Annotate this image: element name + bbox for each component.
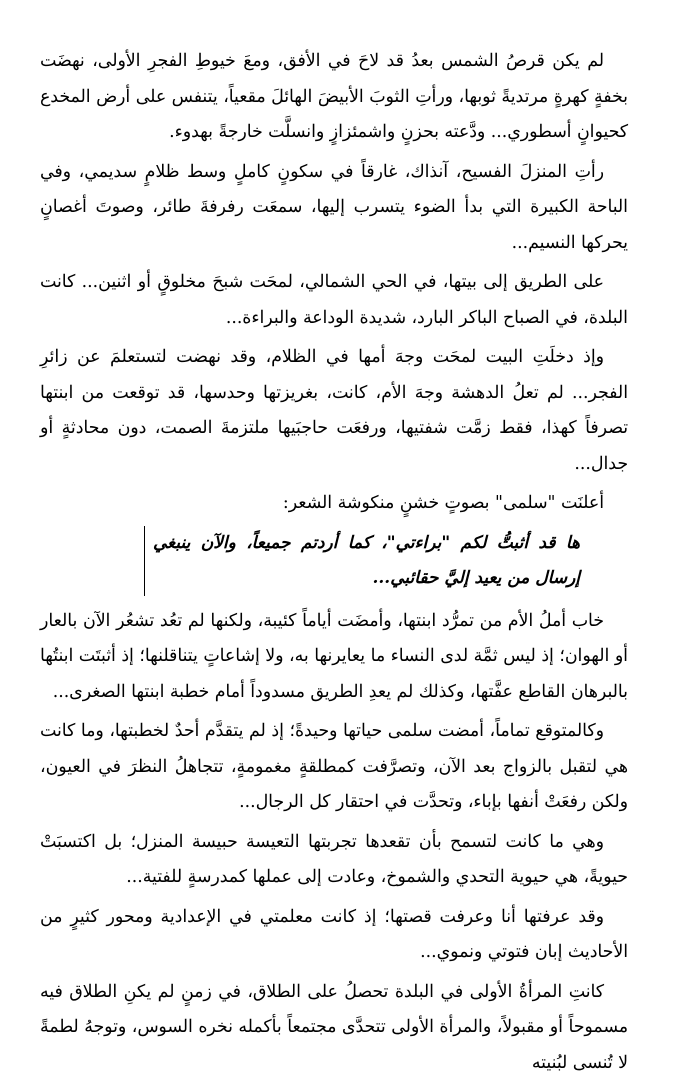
paragraph-2: رأتِ المنزلَ الفسيح، آنذاك، غارقاً في سكونٍ كاملٍ وسط ظلامٍ سديمي، وفي الباحة الكبيرة التي بدأ الضوء يتسرب إليها، سمعَت رفرفةَ طائر، وصوتَ أغصانٍ يحركها النسيم... [40, 155, 628, 262]
paragraph-5: أعلنَت "سلمى" بصوتٍ خشنٍ منكوشة الشعر: [40, 486, 628, 522]
paragraph-6: خاب أملُ الأم من تمرُّد ابنتها، وأمضَت أياماً كئيبة، ولكنها لم تعُد تشعُر الآن بالعار أو الهوان؛ إذ ليس ثمَّة لدى النساء ما يعايرنها به، ولا إشاعاتٍ يتناقلنها؛ إذ أثبتَت ابنتُها بالبرهان القاطع عفَّتها، وكذلك لم يعدِ الطريق مسدوداً أمام خطبة ابنتها الصغرى... [40, 604, 628, 711]
block-quote: ها قد أثبتُّ لكم "براءتي"، كما أردتم جميعاً، والآن ينبغي إرسال من يعيد إليَّ حقائبي... [144, 526, 580, 596]
paragraph-1: لم يكن قرصُ الشمس بعدُ قد لاحَ في الأفق، ومعَ خيوطِ الفجرِ الأولى، نهضَت بخفةٍ كهرةٍ مرتديةً ثوبها، ورأتِ الثوبَ الأبيضَ الهائلَ مقعياً، يتنفس على أرض المخدع كحيوانٍ أسطوري... ودَّعته بحزنٍ واشمئزازٍ وانسلَّت خارجةً بهدوء. [40, 44, 628, 151]
paragraph-4: وإذ دخلَتِ البيت لمحَت وجهَ أمها في الظلام، وقد نهضت لتستعلمَ عن زائرِ الفجر... لم تعلُ الدهشة وجهَ الأم، كانت، بغريزتها وحدسها، قد توقعت من ابنتها تصرفاً كهذا، فقط زمَّت شفتيها، ورفعَت حاجبَيها ملتزمةَ الصمت، دون محادثةٍ أو جدال... [40, 340, 628, 482]
paragraph-7: وكالمتوقع تماماً، أمضت سلمى حياتها وحيدةً؛ إذ لم يتقدَّم أحدٌ لخطبتها، وما كانت هي لتقبل بالزواج بعد الآن، وتصرَّفت كمطلقةٍ مغمومةٍ، تتجاهلُ النظرَ في العيون، ولكن رفعَتْ أنفها بإباء، وتحدَّت في احتقار كل الرجال... [40, 714, 628, 821]
paragraph-9: وقد عرفتها أنا وعرفت قصتها؛ إذ كانت معلمتي في الإعدادية ومحور كثيرٍ من الأحاديث إبان فتوتي ونموي... [40, 900, 628, 971]
paragraph-8: وهي ما كانت لتسمح بأن تقعدها تجربتها التعيسة حبيسة المنزل؛ بل اكتسبَتْ حيويةً، هي حيوية التحدي والشموخ، وعادت إلى عملها كمدرسةٍ للفتية... [40, 825, 628, 896]
paragraph-10: كانتِ المرأةُ الأولى في البلدة تحصلُ على الطلاق، في زمنٍ لم يكنِ الطلاق فيه مسموحاً أو مقبولاً، والمرأة الأولى تتحدَّى مجتمعاً بأكمله نخره السوس، وتوجهُ لطمةً لا تُنسى لبُنيته [40, 975, 628, 1081]
paragraph-3: على الطريق إلى بيتها، في الحي الشمالي، لمحَت شبحَ مخلوقٍ أو اثنين... كانت البلدة، في الصباح الباكر البارد، شديدة الوداعة والبراءة... [40, 265, 628, 336]
